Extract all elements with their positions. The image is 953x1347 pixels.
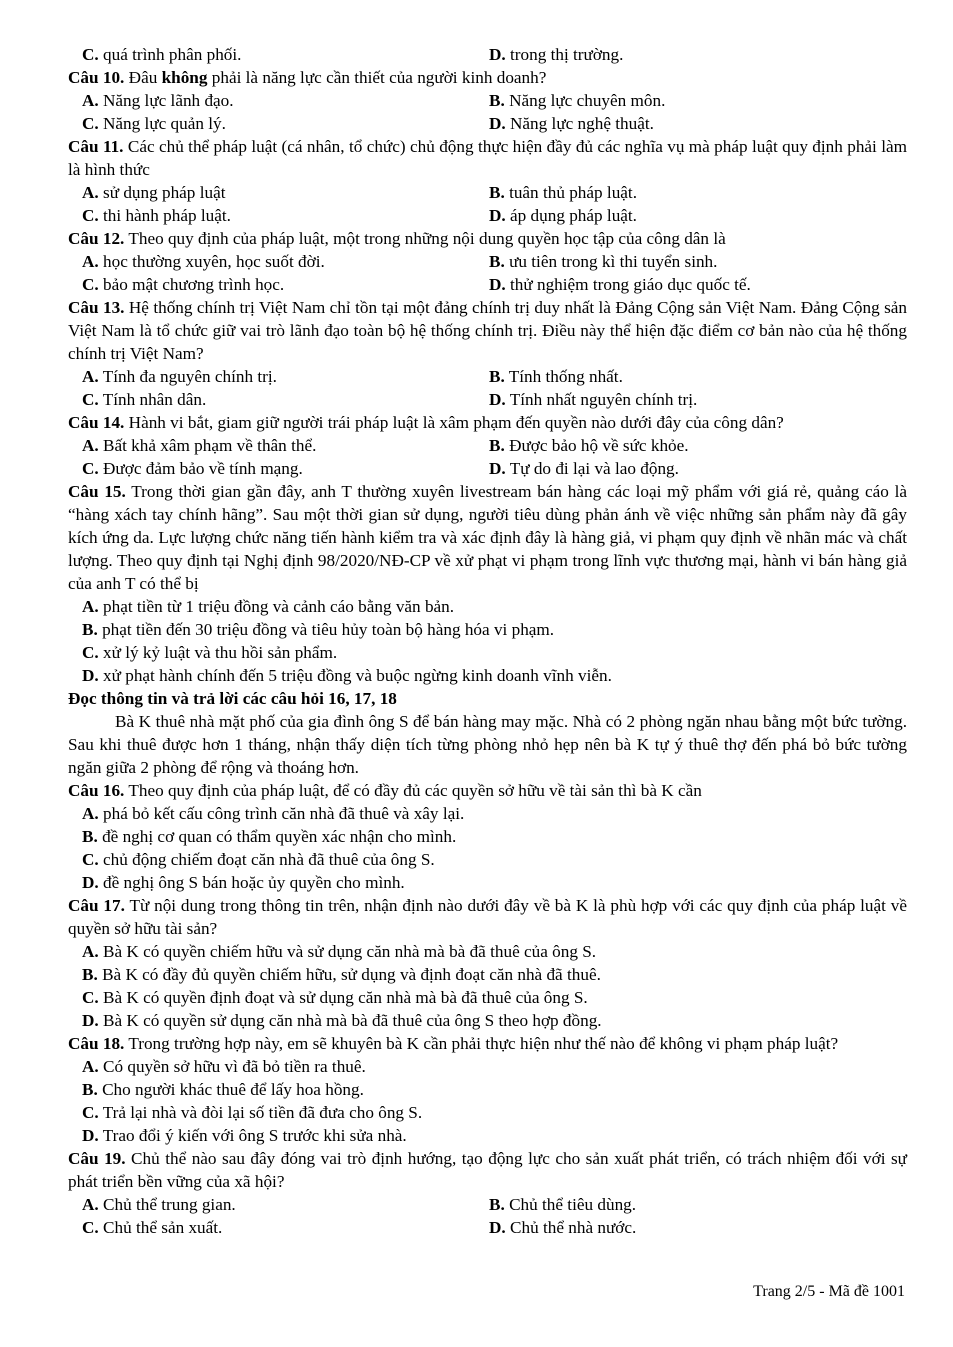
option-a: A. học thường xuyên, học suốt đời.: [82, 252, 325, 271]
question-stem: Câu 10. Đâu không phải là năng lực cần thiết của người kinh doanh?: [68, 68, 547, 87]
option-d: D. đề nghị ông S bán hoặc ủy quyền cho mình.: [82, 873, 405, 892]
question-17: [68, 894, 907, 1032]
option-c: C. Chủ thể sản xuất.: [82, 1218, 223, 1237]
question-options: [68, 595, 907, 687]
question-13: [68, 296, 907, 411]
option-d: D. xử phạt hành chính đến 5 triệu đồng và buộc ngừng kinh doanh vĩnh viễn.: [82, 666, 612, 685]
question-14: [68, 411, 907, 480]
question-options: [68, 940, 907, 1032]
carryover-options: [68, 43, 907, 66]
option-d: D. Bà K có quyền sử dụng căn nhà mà bà đã thuê của ông S theo hợp đồng.: [82, 1011, 602, 1030]
option-a: A. Bất khả xâm phạm về thân thể.: [82, 436, 317, 455]
option-b: B. Chủ thể tiêu dùng.: [489, 1195, 637, 1214]
question-options: [68, 1193, 907, 1239]
question-options: [68, 1055, 907, 1147]
question-18: [68, 1032, 907, 1147]
option-b: B. phạt tiền đến 30 triệu đồng và tiêu hủy toàn bộ hàng hóa vi phạm.: [82, 620, 555, 639]
question-stem: Câu 19. Chủ thể nào sau đây đóng vai trò định hướng, tạo động lực cho sản xuất phát triển, có trách nhiệm đối với sự phát triển bền vững của xã hội?: [68, 1149, 907, 1191]
question-stem: Câu 12. Theo quy định của pháp luật, một trong những nội dung quyền học tập của công dân là: [68, 229, 726, 248]
reading-section: [68, 687, 907, 779]
option-a: A. phạt tiền từ 1 triệu đồng và cảnh cáo bằng văn bản.: [82, 597, 455, 616]
option-d: D. áp dụng pháp luật.: [489, 206, 637, 225]
option-b: B. đề nghị cơ quan có thẩm quyền xác nhận cho mình.: [82, 827, 457, 846]
option-c: C. bảo mật chương trình học.: [82, 275, 285, 294]
option-b: B. Cho người khác thuê để lấy hoa hồng.: [82, 1080, 364, 1099]
option-b: B. Được bảo hộ về sức khỏe.: [489, 436, 689, 455]
option-d: D. Trao đổi ý kiến với ông S trước khi sửa nhà.: [82, 1126, 407, 1145]
option-b: B. ưu tiên trong kì thi tuyển sinh.: [489, 252, 718, 271]
option-a: A. Bà K có quyền chiếm hữu và sử dụng căn nhà mà bà đã thuê của ông S.: [82, 942, 597, 961]
option-b: B. tuân thủ pháp luật.: [489, 183, 637, 202]
option-b: B. Năng lực chuyên môn.: [489, 91, 666, 110]
question-stem: Câu 17. Từ nội dung trong thông tin trên, nhận định nào dưới đây về bà K là phù hợp với các quy định của pháp luật về quyền sở hữu tài sản?: [68, 896, 907, 938]
question-10: [68, 66, 907, 135]
option-d: D. Tự do đi lại và lao động.: [489, 459, 679, 478]
question-stem: Câu 16. Theo quy định của pháp luật, để có đầy đủ các quyền sở hữu về tài sản thì bà K cần: [68, 781, 702, 800]
reading-passage: Bà K thuê nhà mặt phố của gia đình ông S để bán hàng may mặc. Nhà có 2 phòng ngăn nhau bằng một bức tường. Sau khi thuê được hơn 1 tháng, nhận thấy diện tích từng phòng nhỏ hẹp nên bà K tự ý thuê thợ đến phá bỏ bức tường ngăn giữa 2 phòng để rộng và thoáng hơn.: [68, 712, 907, 777]
option-c: C. Năng lực quản lý.: [82, 114, 226, 133]
option-d: D. thử nghiệm trong giáo dục quốc tế.: [489, 275, 751, 294]
option-a: A. Năng lực lãnh đạo.: [82, 91, 234, 110]
option-d: D. trong thị trường.: [489, 45, 624, 64]
option-c: C. thi hành pháp luật.: [82, 206, 231, 225]
question-stem: Câu 13. Hệ thống chính trị Việt Nam chỉ tồn tại một đảng chính trị duy nhất là Đảng Cộng sản Việt Nam. Đảng Cộng sản Việt Nam là tổ chức giữ vai trò lãnh đạo toàn bộ hệ thống chính trị. Điều này thể hiện đặc điểm cơ bản nào của hệ thống chính trị Việt Nam?: [68, 298, 907, 363]
question-stem: Câu 15. Trong thời gian gần đây, anh T thường xuyên livestream bán hàng các loại mỹ phẩm với giá rẻ, quảng cáo là “hàng xách tay chính hãng”. Sau một thời gian sử dụng, người tiêu dùng phản ánh về việc những sản phẩm này đã gây kích ứng da. Lực lượng chức năng tiến hành kiểm tra và xác định đây là hàng giả, vi phạm quy định về nhãn mác và chất lượng. Theo quy định tại Nghị định 98/2020/NĐ-CP về xử phạt vi phạm trong lĩnh vực thương mại, hành vi bán hàng giả của anh T có thể bị: [68, 482, 907, 593]
option-d: D. Năng lực nghệ thuật.: [489, 114, 654, 133]
option-c: C. Trả lại nhà và đòi lại số tiền đã đưa cho ông S.: [82, 1103, 423, 1122]
option-c: C. quá trình phân phối.: [82, 45, 242, 64]
option-a: A. Chủ thể trung gian.: [82, 1195, 236, 1214]
option-a: A. phá bỏ kết cấu công trình căn nhà đã thuê và xây lại.: [82, 804, 465, 823]
option-c: C. Được đảm bảo về tính mạng.: [82, 459, 303, 478]
option-a: A. Có quyền sở hữu vì đã bỏ tiền ra thuê.: [82, 1057, 366, 1076]
option-d: D. Chủ thể nhà nước.: [489, 1218, 637, 1237]
question-11: [68, 135, 907, 227]
option-a: A. sử dụng pháp luật: [82, 183, 226, 202]
question-12: [68, 227, 907, 296]
question-options: [68, 181, 907, 227]
option-c: C. xử lý kỷ luật và thu hồi sản phẩm.: [82, 643, 338, 662]
option-a: A. Tính đa nguyên chính trị.: [82, 367, 277, 386]
question-15: [68, 480, 907, 687]
option-d: D. Tính nhất nguyên chính trị.: [489, 390, 698, 409]
option-b: B. Tính thống nhất.: [489, 367, 623, 386]
question-options: [68, 89, 907, 135]
option-c: C. Tính nhân dân.: [82, 390, 207, 409]
section-title: Đọc thông tin và trả lời các câu hỏi 16, 17, 18: [68, 689, 397, 708]
question-options: [68, 250, 907, 296]
question-options: [68, 802, 907, 894]
option-c: C. Bà K có quyền định đoạt và sử dụng căn nhà mà bà đã thuê của ông S.: [82, 988, 588, 1007]
option-c: C. chủ động chiếm đoạt căn nhà đã thuê của ông S.: [82, 850, 435, 869]
question-16: [68, 779, 907, 894]
question-options: [68, 434, 907, 480]
question-stem: Câu 14. Hành vi bắt, giam giữ người trái pháp luật là xâm phạm đến quyền nào dưới đây của công dân?: [68, 413, 784, 432]
question-stem: Câu 18. Trong trường hợp này, em sẽ khuyên bà K cần phải thực hiện như thế nào để không vi phạm pháp luật?: [68, 1034, 839, 1053]
option-b: B. Bà K có đầy đủ quyền chiếm hữu, sử dụng và định đoạt căn nhà đã thuê.: [82, 965, 601, 984]
question-options: [68, 365, 907, 411]
question-19: [68, 1147, 907, 1239]
page-footer: Trang 2/5 - Mã đề 1001: [753, 1283, 905, 1300]
question-stem: Câu 11. Các chủ thể pháp luật (cá nhân, tổ chức) chủ động thực hiện đầy đủ các nghĩa vụ mà pháp luật quy định phải làm là hình thức: [68, 137, 907, 179]
